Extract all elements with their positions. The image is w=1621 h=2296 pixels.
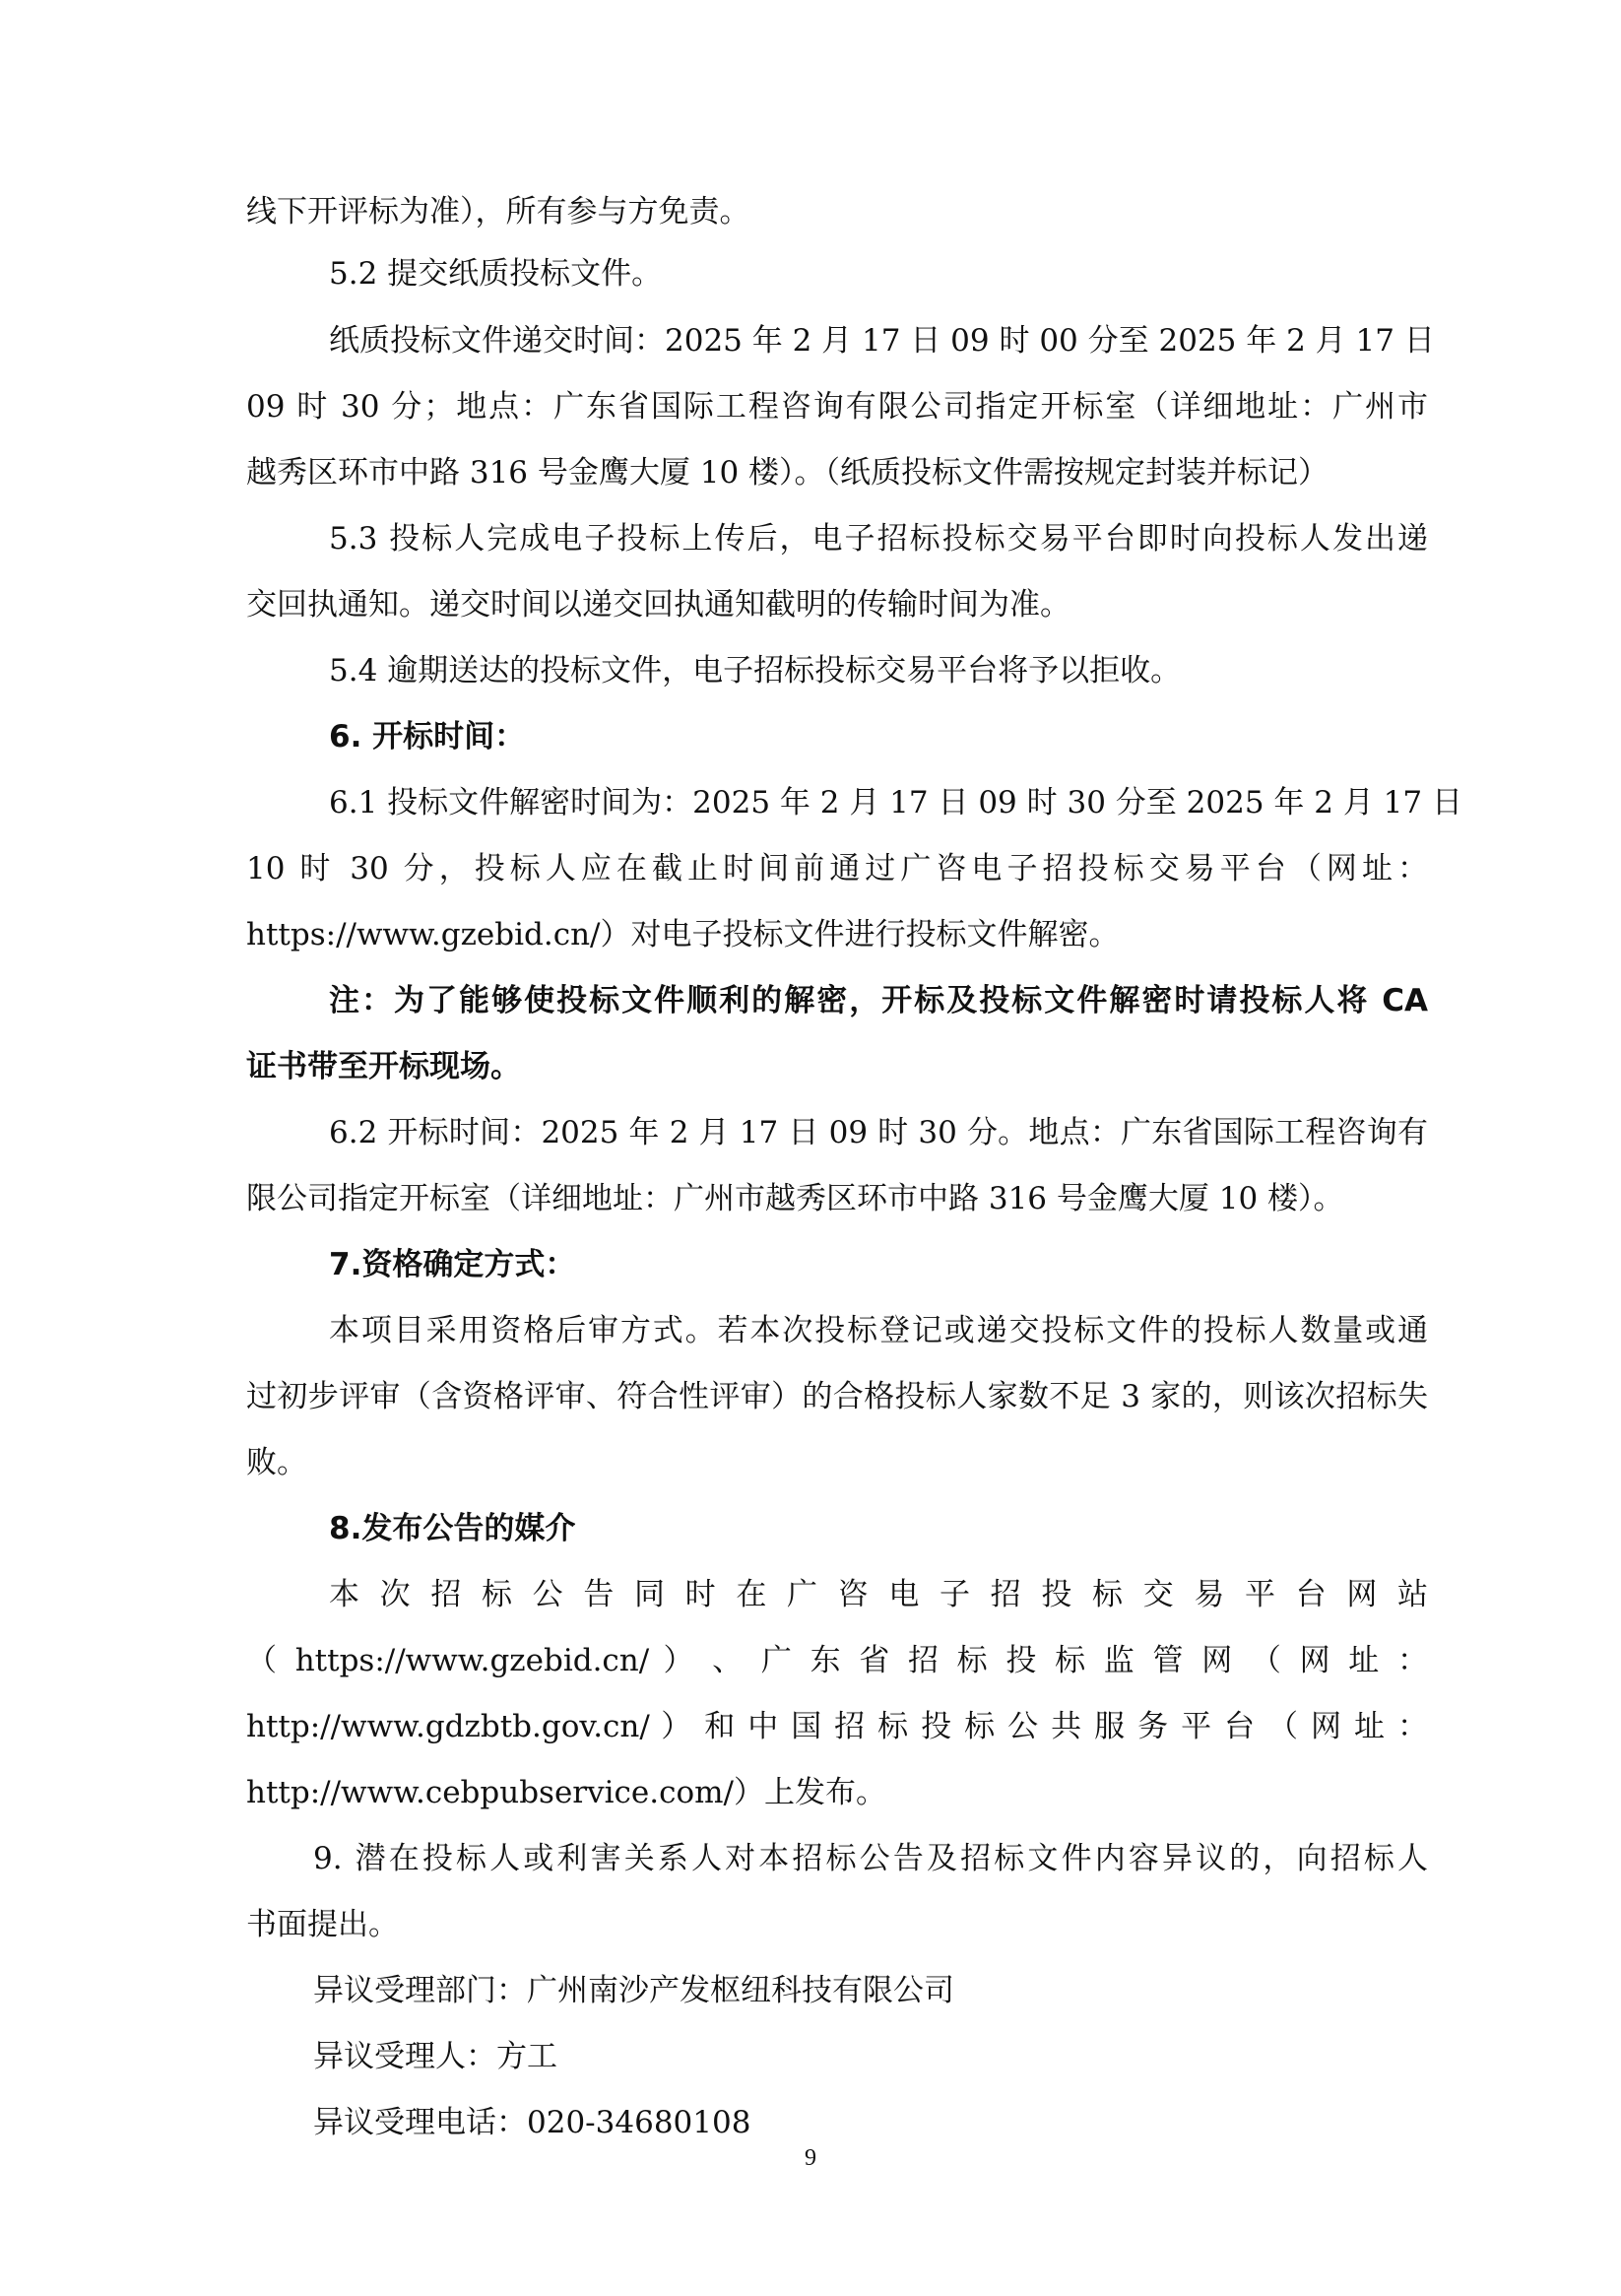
section-9-line: 9. 潜在投标人或利害关系人对本招标公告及招标文件内容异议的，向招标人 (313, 1841, 1428, 1876)
paragraph-line: 10 时 30 分，投标人应在截止时间前通过广咨电子招投标交易平台（网址： (246, 851, 1428, 886)
section-6-heading: 6. 开标时间： (329, 719, 526, 754)
section-5-3-line: 5.3 投标人完成电子投标上传后，电子招标投标交易平台即时向投标人发出递 (329, 521, 1428, 557)
paragraph-line: 书面提出。 (246, 1907, 399, 1942)
section-8-heading: 8.发布公告的媒介 (329, 1511, 576, 1546)
section-6-1-line: 6.1 投标文件解密时间为：2025 年 2 月 17 日 09 时 30 分至 2025 年 2 月 17 日 (329, 785, 1462, 820)
section-6-2-line: 6.2 开标时间：2025 年 2 月 17 日 09 时 30 分。地点：广东省国际工程咨询有 (329, 1115, 1428, 1150)
objection-department: 异议受理部门：广州南沙产发枢纽科技有限公司 (313, 1973, 954, 2008)
paragraph-line: 越秀区环市中路 316 号金鹰大厦 10 楼）。（纸质投标文件需按规定封装并标记） (246, 455, 1329, 491)
note-line: 注：为了能够使投标文件顺利的解密，开标及投标文件解密时请投标人将 CA (329, 983, 1428, 1018)
paragraph-line: 本 次 招 标 公 告 同 时 在 广 咨 电 子 招 投 标 交 易 平 台 网 站 (329, 1577, 1428, 1612)
paragraph-line: http://www.gdzbtb.gov.cn/ ） 和 中 国 招 标 投 标 公 共 服 务 平 台 （ 网 址 ： (246, 1709, 1428, 1744)
paragraph-line: 过初步评审（含资格评审、符合性评审）的合格投标人家数不足 3 家的，则该次招标失 (246, 1379, 1428, 1414)
page-number: 9 (805, 2145, 816, 2171)
paragraph-line: 限公司指定开标室（详细地址：广州市越秀区环市中路 316 号金鹰大厦 10 楼）。 (246, 1181, 1344, 1216)
paragraph-line: 本项目采用资格后审方式。若本次投标登记或递交投标文件的投标人数量或通 (329, 1313, 1428, 1348)
objection-phone: 异议受理电话：020-34680108 (313, 2105, 751, 2140)
paragraph-line: 纸质投标文件递交时间：2025 年 2 月 17 日 09 时 00 分至 2025 年 2 月 17 日 (329, 323, 1435, 359)
section-5-4-line: 5.4 逾期送达的投标文件，电子招标投标交易平台将予以拒收。 (329, 653, 1182, 689)
paragraph-line: （ https://www.gzebid.cn/ ） 、 广 东 省 招 标 投 标 监 管 网 （ 网 址 ： (246, 1643, 1428, 1678)
paragraph-line: 交回执通知。递交时间以递交回执通知截明的传输时间为准。 (246, 587, 1070, 623)
section-7-heading: 7.资格确定方式： (329, 1247, 576, 1282)
paragraph-line: 败。 (246, 1445, 307, 1480)
paragraph-line: 09 时 30 分；地点：广东省国际工程咨询有限公司指定开标室（详细地址：广州市 (246, 389, 1428, 425)
paragraph-line: 线下开评标为准），所有参与方免责。 (246, 194, 750, 230)
objection-contact-person: 异议受理人：方工 (313, 2039, 557, 2074)
note-line: 证书带至开标现场。 (246, 1049, 521, 1084)
section-5-2-heading: 5.2 提交纸质投标文件。 (329, 256, 663, 292)
paragraph-line: http://www.cebpubservice.com/）上发布。 (246, 1775, 886, 1810)
paragraph-line: https://www.gzebid.cn/）对电子投标文件进行投标文件解密。 (246, 917, 1120, 952)
